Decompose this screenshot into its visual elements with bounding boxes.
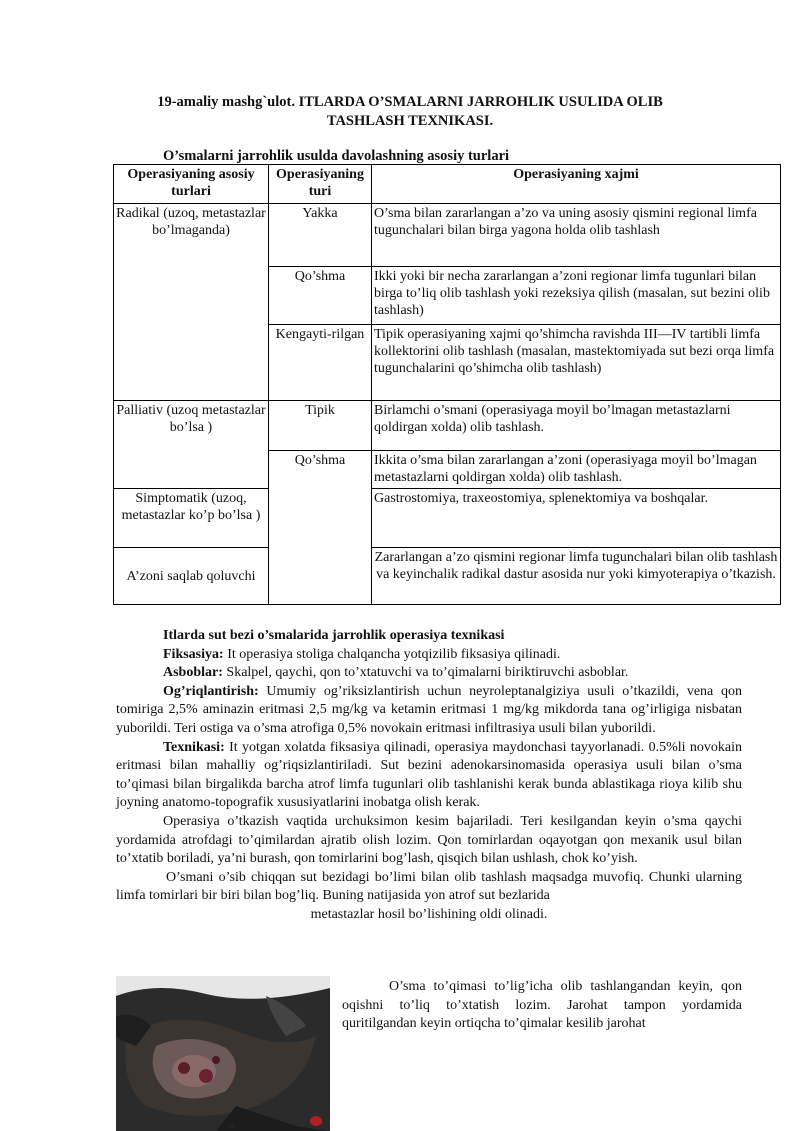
table-cell-scope: Zararlangan a’zo qismini regionar limfa tugunchalari bilan olib tashlash va keyinchalik radikal dastur asosida nur yoki kimyoterapiya o’tkazish.: [372, 548, 781, 605]
table-row: [114, 204, 781, 267]
table-cell-scope: Tipik operasiyaning xajmi qo’shimcha ravishda III—IV tartibli limfa kollektorini olib tashlash (masalan, mastektomiyada sut bezi orqa limfa tugunchalarini qo’shimcha olib tashlash): [372, 325, 781, 401]
lymph-paragraph: O’smani o’sib chiqqan sut bezidagi bo’limi bilan olib tashlash maqsadga muvofiq. Chunki ularning limfa tomirlari bir biri bilan bog’liq. Buning natijasida yon atrof sut bezlarida: [116, 869, 742, 904]
dog-surgery-image: [116, 976, 330, 1131]
table-cell-type: A’zoni saqlab qoluvchi: [114, 548, 269, 605]
table-header-row: [114, 165, 781, 204]
tools-paragraph: [116, 664, 742, 683]
table-cell-kind: Tipik: [269, 401, 372, 451]
section-heading: Itlarda sut bezi o’smalarida jarrohlik operasiya texnikasi: [163, 628, 505, 643]
table-cell-kind: Qo’shma: [269, 267, 372, 325]
table-row: [114, 489, 781, 548]
table-cell-type: Palliativ (uzoq metastazlar bo’lsa ): [114, 401, 269, 489]
side-text: [342, 978, 742, 1034]
body-text: [116, 627, 742, 925]
fixation-paragraph: [116, 646, 742, 665]
tools-label: Asboblar:: [163, 665, 223, 681]
table-cell-kind: Yakka: [269, 204, 372, 267]
table-cell-kind: Qo’shma: [269, 451, 372, 605]
table-cell-scope: Ikki yoki bir necha zararlangan a’zoni regionar limfa tugunlari bilan birga to’liq olib tashlash yoki rezeksiya qilish (masalan, sut bezini olib tashlash): [372, 267, 781, 325]
table-header-cell: Operasiyaning asosiy turlari: [114, 165, 269, 204]
anesthesia-paragraph: [116, 683, 742, 739]
tools-text: Skalpel, qaychi, qon to’xtatuvchi va to’qimalarni biriktiruvchi asboblar.: [222, 665, 629, 681]
technique-label: Texnikasi:: [163, 739, 225, 755]
table-caption: O’smalarni jarrohlik usulda davolashning asosiy turlari: [163, 148, 510, 164]
table-cell-type: Radikal (uzoq, metastazlar bo’lmaganda): [114, 204, 269, 401]
fixation-text: It operasiya stoliga chalqancha yotqizilib fiksasiya qilinadi.: [223, 646, 561, 662]
table-cell-scope: Birlamchi o’smani (operasiyaga moyil bo’lmagan metastazlarni qoldirgan xolda) olib tashlash.: [372, 401, 781, 451]
table-cell-scope: O’sma bilan zararlangan a’zo va uning asosiy qismini regional limfa tugunchalari bilan birga yagona holda olib tashlash: [372, 204, 781, 267]
technique-text: It yotgan xolatda fiksasiya qilinadi, operasiya maydonchasi tayyorlanadi. 0.5%li novokain eritmasi bilan mahalliy og’riqsizlantiriladi. Sut bezini adenokarsinomasida operasiya usuli bilan o’sma to’qimasi bilan birgalikda barcha atrof limfa tugunlari olib tashlanishi kerak bunda ablastikaga rioya kilib shu joyning anatomo-topografik xususiyatlarini inobatga olish kerak.: [116, 739, 742, 811]
anesthesia-text: Umumiy og’riksizlantirish uchun neyroleptanalgiziya usuli o’tkazildi, vena qon tomiriga 2,5% aminazin eritmasi 2,5 mg/kg va ketamin eritmasi 1 mg/kg mikdorda tana og’irligiga nisbatan yuborildi. Teri ostiga va o’sma atrofiga 0,5% novokain eritmasi infiltrasiya usuli bilan yuborildi.: [116, 683, 742, 736]
table-row: [114, 401, 781, 451]
fixation-label: Fiksasiya:: [163, 646, 224, 662]
operations-table: [113, 164, 781, 605]
dog-surgery-photo: [116, 976, 330, 1131]
document-title: 19-amaliy mashg`ulot. ITLARDA O’SMALARNI JARROHLIK USULIDA OLIB TASHLASH TEXNIKASI.: [157, 94, 663, 129]
lymph-paragraph-end: metastazlar hosil bo’lishining oldi olinadi.: [310, 906, 548, 922]
table-cell-scope: Gastrostomiya, traxeostomiya, splenektomiya va boshqalar.: [372, 489, 781, 548]
table-header-cell: Operasiyaning turi: [269, 165, 372, 204]
anesthesia-label: Og’riqlantirish:: [163, 683, 259, 699]
table-cell-type: Simptomatik (uzoq, metastazlar ko’p bo’lsa ): [114, 489, 269, 548]
table-header-cell: Operasiyaning xajmi: [372, 165, 781, 204]
table-cell-kind: Kengayti-rilgan: [269, 325, 372, 401]
closing-paragraph: O’sma to’qimasi to’lig’icha olib tashlangandan keyin, qon oqishni to’liq to’xtatish lozim. Jarohat tampon yordamida quritilgandan keyin ortiqcha to’qimalar kesilib jarohat: [342, 979, 742, 1032]
technique-paragraph: [116, 739, 742, 813]
table-row: [114, 548, 781, 605]
operation-paragraph: Operasiya o’tkazish vaqtida urchuksimon kesim bajariladi. Teri kesilgandan keyin o’sma qaychi yordamida atrofdagi to’qimilardan ajratib olish lozim. Qon tomirlardan oqayotgan qon mexanik usul bilan to’xtatib boriladi, ya’ni burash, qon tomirlarini bog’lash, qisqich bilan ushlash, chok ko’yish.: [116, 813, 742, 867]
table-cell-scope: Ikkita o’sma bilan zararlangan a’zoni (operasiyaga moyil bo’lmagan metastazlarni qoldirgan xolda) olib tashlash.: [372, 451, 781, 489]
